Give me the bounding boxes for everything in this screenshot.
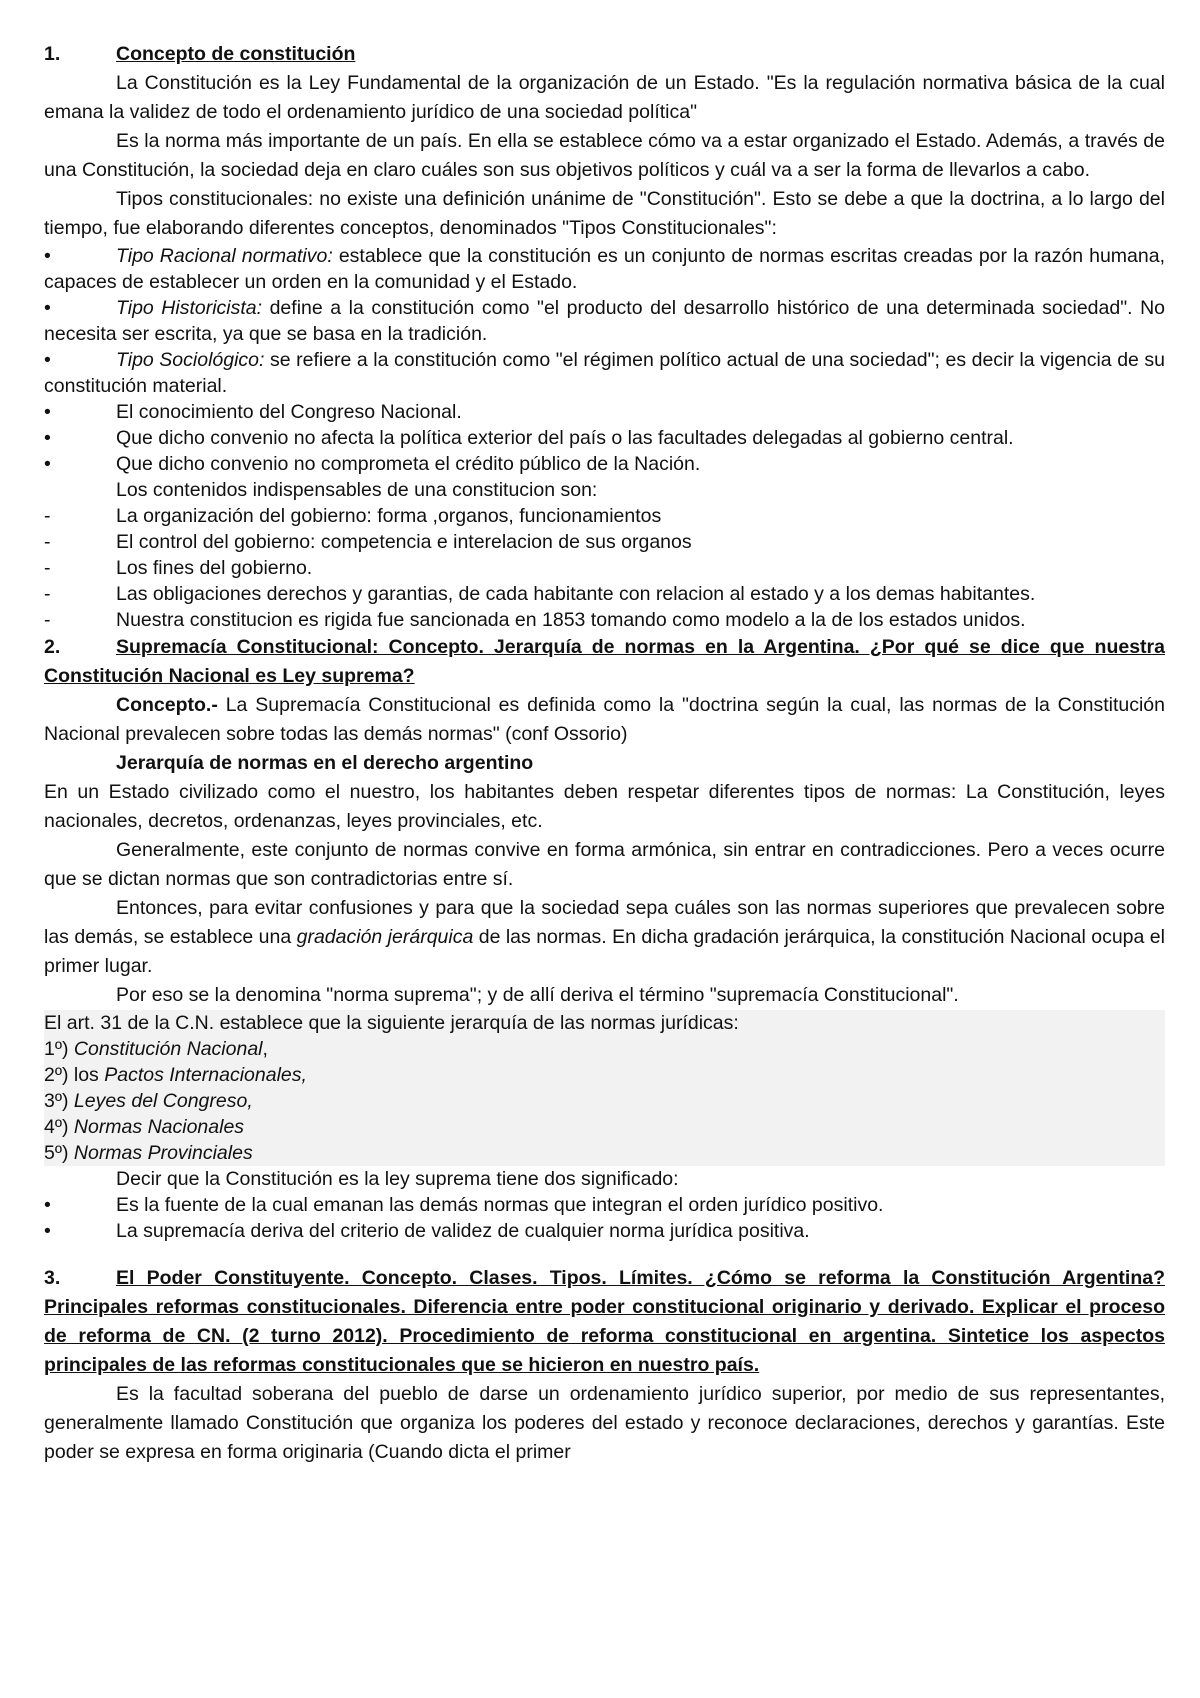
list-item — [44, 529, 1165, 555]
paragraph: Decir que la Constitución es la ley suprema tiene dos significado: — [116, 1168, 679, 1190]
list-item — [44, 1218, 1165, 1244]
list-item — [44, 555, 1165, 581]
rank-item — [44, 1114, 1165, 1140]
list-text: El control del gobierno: competencia e interelacion de sus organos — [116, 531, 692, 553]
bullet-marker: • — [44, 427, 51, 449]
dash-marker: - — [44, 557, 51, 579]
rank-number: 1º) — [44, 1038, 74, 1060]
dash-marker: - — [44, 531, 51, 553]
paragraph: Por eso se la denomina "norma suprema"; y de allí deriva el término "supremacía Constitucional". — [116, 984, 959, 1006]
section-3-heading — [44, 1264, 1165, 1380]
rank-item — [44, 1062, 1165, 1088]
list-item — [44, 607, 1165, 633]
list-item — [44, 503, 1165, 529]
rank-name: Normas Nacionales — [73, 1116, 245, 1138]
text-run: de las normas. En dicha gradación jerárquica, la constitución Nacional ocupa el primer lugar. — [44, 926, 1165, 977]
bullet-marker: • — [44, 297, 51, 319]
rank-item — [44, 1036, 1165, 1062]
type-name: Tipo Sociológico: — [116, 349, 265, 371]
rank-number: 3º) — [44, 1090, 74, 1112]
rank-name: Pactos Internacionales, — [104, 1064, 307, 1086]
section-1-heading — [44, 40, 1165, 69]
list-item — [44, 451, 1165, 477]
emphasis: gradación jerárquica — [296, 926, 474, 948]
rank-name: Leyes del Congreso, — [73, 1090, 253, 1112]
rank-item — [44, 1140, 1165, 1166]
section-number: 3. — [44, 1267, 61, 1289]
type-text: se refiere a la constitución como "el régimen político actual de una sociedad"; es decir la vigencia de su constitución material. — [44, 349, 1166, 397]
bullet-marker: • — [44, 349, 51, 371]
bullet-marker: • — [44, 245, 51, 267]
bullet-marker: • — [44, 1194, 51, 1216]
paragraph: En un Estado civilizado como el nuestro, los habitantes deben respetar diferentes tipos de normas: La Constitución, leyes nacionales, decretos, ordenanzas, leyes provinciales, etc. — [44, 781, 1165, 832]
bullet-marker: • — [44, 453, 51, 475]
list-item — [44, 581, 1165, 607]
type-text: define a la constitución como "el producto del desarrollo histórico de una determinada sociedad". No necesita ser escrita, ya que se basa en la tradición. — [44, 297, 1165, 345]
list-item — [44, 295, 1165, 347]
list-item — [44, 425, 1165, 451]
section-title: El Poder Constituyente. Concepto. Clases. Tipos. Límites. ¿Cómo se reforma la Constitución Argentina? Principales reformas constitucionales. Diferencia entre poder constitucional originario y derivado. Explicar el proceso de reforma de CN. (2 turno 2012). Procedimiento de reforma constitucional en argentina. Sintetice los aspectos principales de las reformas constitucionales que se hicieron en nuestro país. — [44, 1267, 1165, 1376]
dash-marker: - — [44, 505, 51, 527]
document-page — [44, 40, 1165, 1467]
paragraph: Los contenidos indispensables de una constitucion son: — [116, 479, 598, 501]
rank-item — [44, 1088, 1165, 1114]
rank-name: Constitución Nacional — [73, 1038, 263, 1060]
rank-number: 2º) los — [44, 1064, 105, 1086]
paragraph — [44, 691, 1165, 749]
paragraph: Generalmente, este conjunto de normas convive en forma armónica, sin entrar en contradicciones. Pero a veces ocurre que se dictan normas que son contradictorias entre sí. — [44, 839, 1165, 890]
hierarchy-box — [44, 1010, 1165, 1166]
paragraph: Es la facultad soberana del pueblo de darse un ordenamiento jurídico superior, por medio de sus representantes, generalmente llamado Constitución que organiza los poderes del estado y reconoce declaraciones, derechos y garantías. Este poder se expresa en forma originaria (Cuando dicta el primer — [44, 1383, 1165, 1463]
rank-suffix: , — [262, 1038, 268, 1060]
concept-text: La Supremacía Constitucional es definida como la "doctrina según la cual, las normas de la Constitución Nacional prevalecen sobre todas las demás normas" (conf Ossorio) — [44, 694, 1165, 745]
rank-number: 4º) — [44, 1116, 74, 1138]
section-title: Supremacía Constitucional: Concepto. Jerarquía de normas en la Argentina. ¿Por qué se dice que nuestra Constitución Nacional es Ley suprema? — [44, 636, 1165, 687]
list-text: Es la fuente de la cual emanan las demás normas que integran el orden jurídico positivo. — [116, 1194, 884, 1216]
type-name: Tipo Historicista: — [116, 297, 263, 319]
list-text: Nuestra constitucion es rigida fue sancionada en 1853 tomando como modelo a la de los estados unidos. — [116, 609, 1026, 631]
paragraph: Es la norma más importante de un país. En ella se establece cómo va a estar organizado el Estado. Además, a través de una Constitución, la sociedad deja en claro cuáles son sus objetivos políticos y cuál va a ser la forma de llevarlos a cabo. — [44, 130, 1165, 181]
list-text: Las obligaciones derechos y garantias, de cada habitante con relacion al estado y a los demas habitantes. — [116, 583, 1036, 605]
list-text: El conocimiento del Congreso Nacional. — [116, 401, 462, 423]
dash-marker: - — [44, 583, 51, 605]
concept-label: Concepto.- — [116, 694, 218, 716]
text-run: Entonces, para evitar confusiones y para que la sociedad sepa cuáles son las normas superiores que prevalecen sobre las demás, se establece una — [44, 897, 1165, 948]
paragraph: Tipos constitucionales: no existe una definición unánime de "Constitución". Esto se debe a que la doctrina, a lo largo del tiempo, fue elaborando diferentes conceptos, denominados "Tipos Constitucionales": — [44, 188, 1165, 239]
paragraph: La Constitución es la Ley Fundamental de la organización de un Estado. "Es la regulación normativa básica de la cual emana la validez de todo el ordenamiento jurídico de una sociedad política" — [44, 72, 1165, 123]
list-text: Que dicho convenio no afecta la política exterior del país o las facultades delegadas al gobierno central. — [116, 427, 1014, 449]
section-number: 1. — [44, 43, 61, 65]
type-name: Tipo Racional normativo: — [116, 245, 333, 267]
rank-number: 5º) — [44, 1142, 74, 1164]
bullet-marker: • — [44, 401, 51, 423]
type-text: establece que la constitución es un conjunto de normas escritas creadas por la razón humana, capaces de establecer un orden en la comunidad y el Estado. — [44, 245, 1165, 293]
spacer — [44, 1244, 1165, 1264]
dash-marker: - — [44, 609, 51, 631]
box-intro: El art. 31 de la C.N. establece que la siguiente jerarquía de las normas jurídicas: — [44, 1012, 739, 1034]
hierarchy-heading: Jerarquía de normas en el derecho argentino — [116, 752, 534, 774]
subheading — [44, 749, 1165, 778]
section-title: Concepto de constitución — [116, 43, 356, 65]
paragraph — [44, 894, 1165, 981]
list-item — [44, 347, 1165, 399]
list-item — [44, 399, 1165, 425]
list-text: Los fines del gobierno. — [116, 557, 313, 579]
section-2-heading — [44, 633, 1165, 691]
list-text: La supremacía deriva del criterio de validez de cualquier norma jurídica positiva. — [116, 1220, 810, 1242]
list-text: La organización del gobierno: forma ,organos, funcionamientos — [116, 505, 662, 527]
list-text: Que dicho convenio no comprometa el crédito público de la Nación. — [116, 453, 701, 475]
bullet-marker: • — [44, 1220, 51, 1242]
rank-name: Normas Provinciales — [73, 1142, 253, 1164]
section-number: 2. — [44, 636, 61, 658]
list-item — [44, 1192, 1165, 1218]
list-item — [44, 243, 1165, 295]
